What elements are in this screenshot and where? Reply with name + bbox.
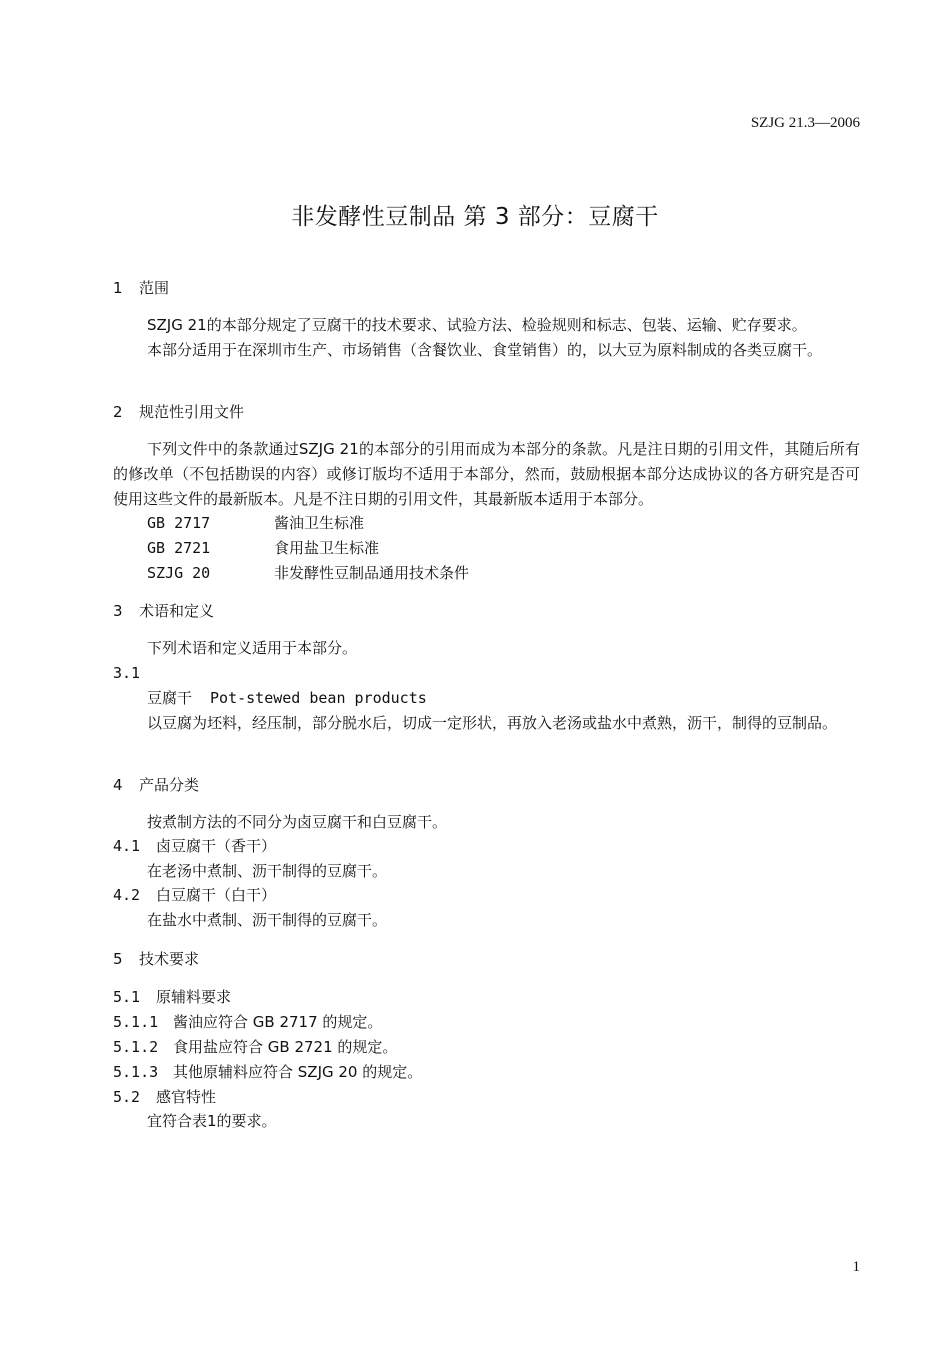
clause-number: 3.1 xyxy=(113,664,141,682)
clause xyxy=(113,1011,382,1033)
clause xyxy=(113,1061,422,1083)
page-title: 非发酵性豆制品 第 3 部分：豆腐干 xyxy=(291,204,659,230)
document-code: SZJG 21.3—2006 xyxy=(750,115,860,131)
paragraph: 本部分适用于在深圳市生产、市场销售（含餐饮业、食堂销售）的，以大豆为原料制成的各类豆腐干。 xyxy=(147,341,823,359)
reference-name: 非发酵性豆制品通用技术条件 xyxy=(274,564,470,582)
section-number: 5 xyxy=(113,950,123,968)
reference-name: 酱油卫生标准 xyxy=(274,514,365,532)
reference-row xyxy=(147,537,379,559)
clause-title: 原辅料要求 xyxy=(156,988,232,1006)
clause xyxy=(113,1036,397,1058)
term-definition: 以豆腐为坯料，经压制，部分脱水后，切成一定形状，再放入老汤或盐水中煮熟，沥干，制得的豆制品。 xyxy=(147,714,838,732)
term-entry xyxy=(147,687,427,709)
clause-number: 5.1.3 xyxy=(113,1063,159,1081)
clause-heading xyxy=(113,986,231,1008)
section-4-heading xyxy=(113,774,199,796)
section-number: 1 xyxy=(113,279,123,297)
section-5-heading xyxy=(113,948,199,970)
section-1-heading xyxy=(113,277,169,299)
reference-code: SZJG 20 xyxy=(147,564,211,582)
clause-heading xyxy=(113,835,276,857)
reference-code: GB 2721 xyxy=(147,539,211,557)
section-title: 范围 xyxy=(139,279,170,297)
section-number: 3 xyxy=(113,602,123,620)
paragraph: 按煮制方法的不同分为卤豆腐干和白豆腐干。 xyxy=(147,813,448,831)
term-zh: 豆腐干 xyxy=(147,689,193,707)
paragraph: SZJG 21的本部分规定了豆腐干的技术要求、试验方法、检验规则和标志、包装、运输、贮存要求。 xyxy=(147,316,807,334)
clause-number: 5.2 xyxy=(113,1088,141,1106)
section-title: 术语和定义 xyxy=(139,602,215,620)
clause-text: 食用盐应符合 GB 2721 的规定。 xyxy=(173,1038,398,1056)
paragraph: 在老汤中煮制、沥干制得的豆腐干。 xyxy=(147,862,388,880)
reference-name: 食用盐卫生标准 xyxy=(274,539,380,557)
clause-title: 卤豆腐干（香干） xyxy=(156,837,277,855)
section-3-heading xyxy=(113,600,214,622)
section-number: 2 xyxy=(113,403,123,421)
clause-heading xyxy=(113,884,276,906)
section-number: 4 xyxy=(113,776,123,794)
term-en: Pot-stewed bean products xyxy=(210,689,427,707)
clause-number: 5.1 xyxy=(113,988,141,1006)
clause-title: 感官特性 xyxy=(156,1088,217,1106)
section-2-heading xyxy=(113,401,244,423)
section-title: 技术要求 xyxy=(139,950,200,968)
clause-number: 4.1 xyxy=(113,837,141,855)
reference-row xyxy=(147,562,469,584)
paragraph: 下列术语和定义适用于本部分。 xyxy=(147,639,358,657)
clause-number: 5.1.1 xyxy=(113,1013,159,1031)
clause-heading xyxy=(113,1086,216,1108)
clause-number: 5.1.2 xyxy=(113,1038,159,1056)
clause-title: 白豆腐干（白干） xyxy=(156,886,277,904)
page-number: 1 xyxy=(852,1259,860,1275)
reference-code: GB 2717 xyxy=(147,514,211,532)
section-title: 规范性引用文件 xyxy=(139,403,245,421)
paragraph: 下列文件中的条款通过SZJG 21的本部分的引用而成为本部分的条款。凡是注日期的引用文件，其随后所有的修改单（不包括勘误的内容）或修订版均不适用于本部分，然而，鼓励根据本部分达成协议的各方研究是否可使用这些文件的最新版本。凡是不注日期的引用文件，其最新版本适用于本部分。 xyxy=(113,440,860,508)
paragraph: 宜符合表1的要求。 xyxy=(147,1112,277,1130)
clause-number: 4.2 xyxy=(113,886,141,904)
clause-text: 其他原辅料应符合 SZJG 20 的规定。 xyxy=(173,1063,423,1081)
reference-row xyxy=(147,512,364,534)
section-title: 产品分类 xyxy=(139,776,200,794)
clause-text: 酱油应符合 GB 2717 的规定。 xyxy=(173,1013,383,1031)
paragraph: 在盐水中煮制、沥干制得的豆腐干。 xyxy=(147,911,388,929)
